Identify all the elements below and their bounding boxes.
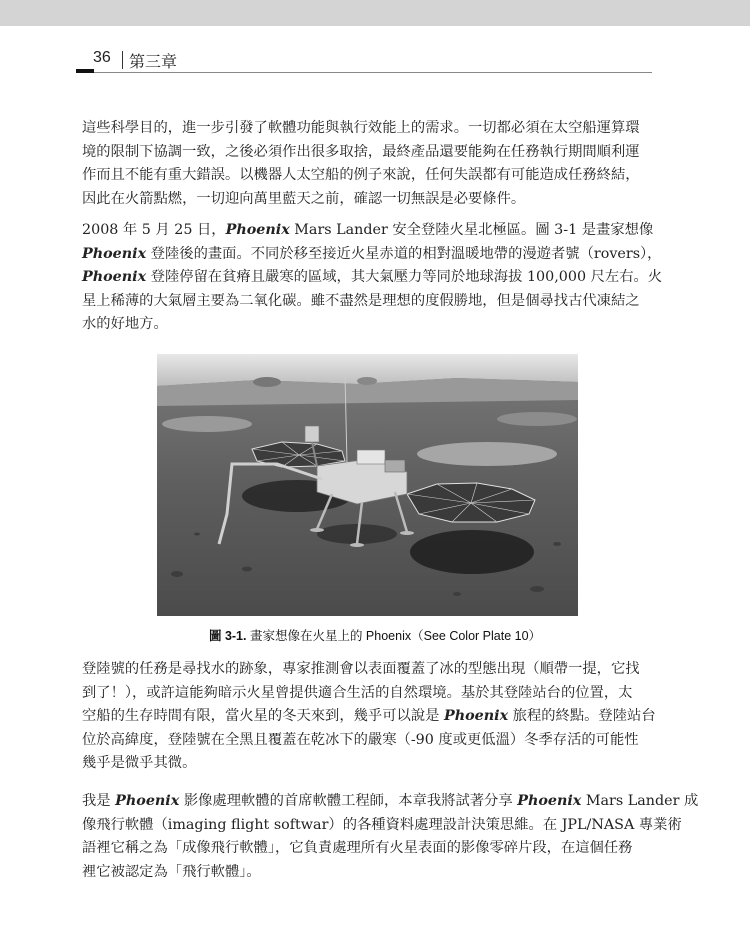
caption-text: 畫家想像在火星上的 Phoenix（See Color Plate 10） — [246, 629, 542, 643]
text-line: 作而且不能有重大錯誤。以機器人太空船的例子來說，任何失誤都有可能造成任務終結， — [82, 167, 640, 183]
top-gray-band — [0, 0, 750, 26]
header-rule — [82, 72, 652, 73]
header-separator — [122, 51, 123, 69]
running-header — [82, 47, 652, 73]
text-line: 登陸號的任務是尋找水的跡象，專家推測會以表面覆蓋了冰的型態出現（順帶一提，它找 — [82, 661, 640, 677]
paragraph-2 — [82, 219, 663, 337]
text-line: 這些科學目的，進一步引發了軟體功能與執行效能上的需求。一切都必須在太空船運算環 — [82, 120, 640, 136]
chapter-title: 第三章 — [129, 54, 178, 71]
text-line: 境的限制下協調一致，之後必須作出很多取捨，最終產品還要能夠在任務執行期間順利運 — [82, 143, 640, 160]
text-line: 位於高緯度，登陸號在全黑且覆蓋在乾冰下的嚴寒（-90 度或更低溫）冬季存活的可能性 — [82, 731, 639, 748]
caption-label: 圖 3-1. — [208, 629, 247, 643]
text-line: Phoenix 登陸後的畫面。不同於移至接近火星赤道的相對溫暖地帶的漫遊者號（rovers）， — [82, 245, 662, 262]
text-line: 因此在火箭點燃，一切迎向萬里藍天之前，確認一切無誤是必要條件。 — [82, 190, 526, 207]
text-line: 水的好地方。 — [82, 316, 168, 332]
figure-caption — [0, 626, 750, 644]
text-line: 2008 年 5 月 25 日，Phoenix Mars Lander 安全登陸火星北極區。圖 3-1 是畫家想像 — [82, 222, 654, 238]
text-line: 幾乎是微乎其微。 — [82, 755, 197, 771]
page-number: 36 — [93, 49, 111, 66]
paragraph-4 — [82, 790, 699, 884]
text-line: 空船的生存時間有限，當火星的冬天來到，幾乎可以說是 Phoenix 旅程的終點。登陸站台 — [82, 708, 656, 724]
text-line: Phoenix 登陸停留在貧瘠且嚴寒的區域，其大氣壓力等同於地球海拔 100,000 尺左右。火 — [82, 269, 663, 285]
text-line: 語裡它稱之為「成像飛行軟體」，它負責處理所有火星表面的影像零碎片段，在這個任務 — [82, 840, 633, 856]
phoenix-lander-illustration — [157, 354, 578, 616]
text-line: 像飛行軟體（imaging flight softwar）的各種資料處理設計決策思維。在 JPL/NASA 專業術 — [82, 816, 682, 833]
text-line: 到了！），或許這能夠暗示火星曾提供適合生活的自然環境。基於其登陸站台的位置，太 — [82, 684, 633, 701]
text-line: 星上稀薄的大氣層主要為二氧化碳。雖不盡然是理想的度假勝地，但是個尋找古代凍結之 — [82, 292, 640, 309]
text-line: 裡它被認定為「飛行軟體」。 — [82, 863, 261, 880]
paragraph-3 — [82, 658, 659, 776]
header-corner-mark — [76, 69, 94, 73]
paragraph-1 — [82, 117, 659, 211]
text-line: 我是 Phoenix 影像處理軟體的首席軟體工程師，本章我將試著分享 Phoenix Mars Lander 成 — [82, 793, 699, 809]
